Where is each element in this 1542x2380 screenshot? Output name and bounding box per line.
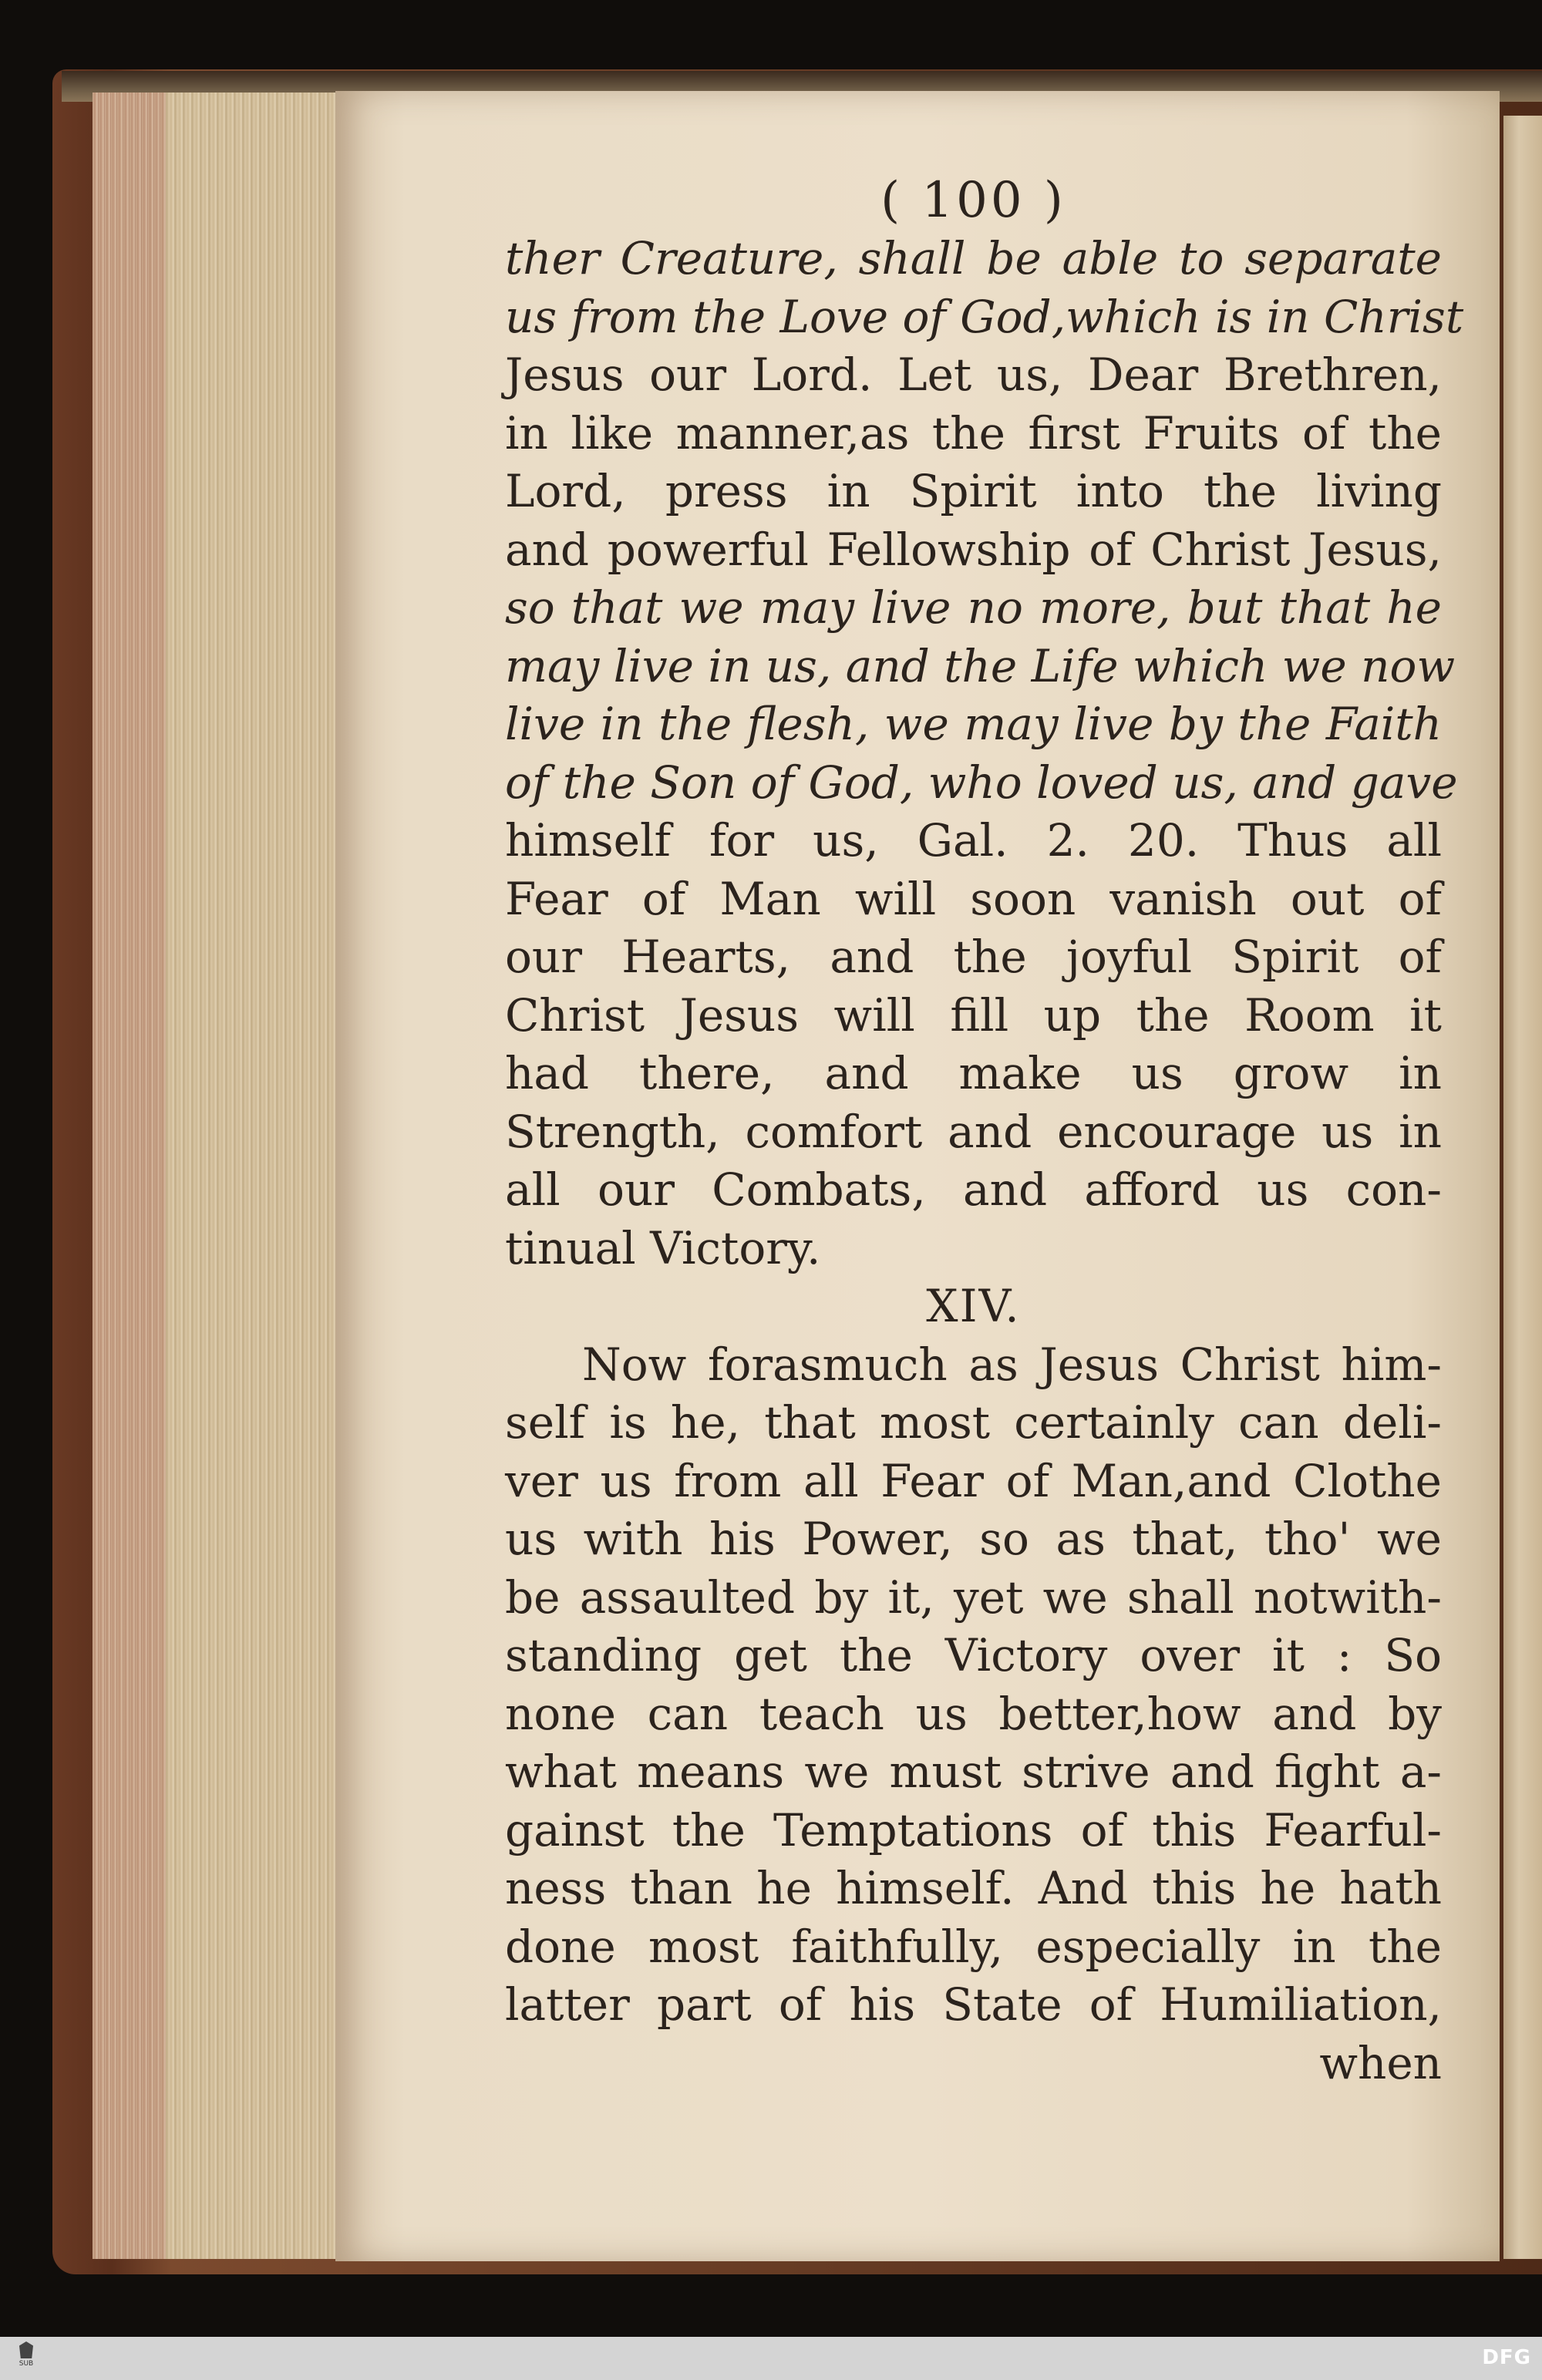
library-logo	[11, 2341, 42, 2375]
text-line: be assaulted by it, yet we shall notwith-	[505, 1570, 1442, 1624]
library-logo-label: SUB	[19, 2360, 34, 2368]
text-line: Now forasmuch as Jesus Christ him-	[582, 1338, 1442, 1391]
facing-page-edge	[1503, 116, 1542, 2259]
text-line: Strength, comfort and encourage us in	[505, 1105, 1442, 1158]
text-line: all our Combats, and afford us con-	[505, 1163, 1442, 1216]
text-line: may live in us, and the Life which we now	[505, 639, 1456, 692]
text-line: none can teach us better,how and by	[505, 1687, 1442, 1740]
text-line: self is he, that most certainly can deli-	[505, 1396, 1442, 1449]
text-line: and powerful Fellowship of Christ Jesus,	[505, 523, 1442, 576]
text-line: standing get the Victory over it : So	[505, 1629, 1442, 1681]
text-line: Fear of Man will soon vanish out of	[505, 872, 1442, 925]
text-line: our Hearts, and the joyful Spirit of	[505, 931, 1442, 983]
text-line: us from the Love of God,which is in Christ	[505, 290, 1464, 343]
text-line: Lord, press in Spirit into the living	[505, 465, 1442, 517]
text-line: live in the flesh, we may live by the Faith	[505, 698, 1442, 750]
page-text-block	[505, 171, 1464, 2092]
catchword: when	[1319, 2036, 1442, 2089]
text-line: himself for us, Gal. 2. 20. Thus all	[505, 814, 1442, 867]
text-line: of the Son of God, who loved us, and gave	[505, 756, 1458, 809]
text-line: so that we may live no more, but that he	[505, 581, 1442, 634]
page-stack-red-edges	[93, 93, 166, 2259]
text-line: done most faithfully, especially in the	[505, 1920, 1442, 1973]
text-line: Christ Jesus will fill up the Room it	[505, 988, 1442, 1042]
text-line: ther Creature, shall be able to separate	[505, 232, 1442, 284]
text-line: latter part of his State of Humiliation,	[505, 1978, 1442, 2031]
text-line: had there, and make us grow in	[505, 1047, 1442, 1099]
text-line: us with his Power, so as that, tho' we	[505, 1513, 1442, 1565]
text-line: in like manner,as the first Fruits of the	[505, 406, 1442, 460]
text-line: ver us from all Fear of Man,and Clothe	[505, 1454, 1442, 1507]
dfg-logo: DFG	[1482, 2346, 1531, 2369]
text-line: tinual Victory.	[505, 1221, 821, 1274]
text-line: what means we must strive and fight a-	[505, 1745, 1442, 1798]
text-line: Jesus our Lord. Let us, Dear Brethren,	[505, 348, 1442, 401]
viewer-footer-bar	[0, 2337, 1542, 2380]
crest-icon	[19, 2341, 33, 2358]
text-line: gainst the Temptations of this Fearful-	[505, 1803, 1442, 1857]
section-heading: XIV.	[926, 1280, 1021, 1332]
text-line: ness than he himself. And this he hath	[505, 1862, 1442, 1914]
page-number: ( 100 )	[880, 172, 1066, 229]
